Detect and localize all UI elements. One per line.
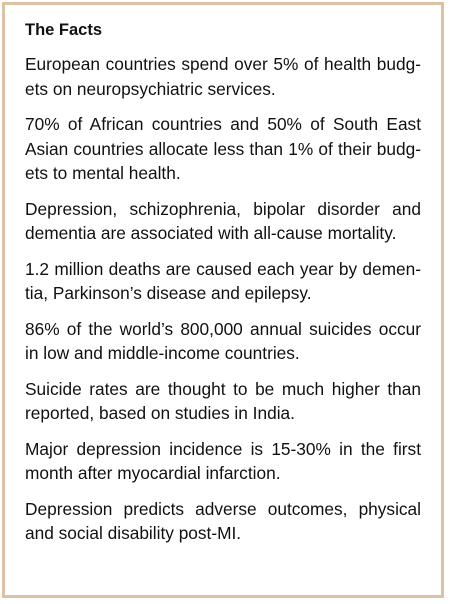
fact-item: European countries spend over 5% of health budgets on neuropsychiatric services. xyxy=(25,54,421,99)
facts-list xyxy=(25,52,421,546)
fact-item: 70% of African countries and 50% of South East Asian countries allocate less than 1% of their budgets to mental health. xyxy=(25,114,421,183)
fact-item: 1.2 million deaths are caused each year by dementia, Parkinson’s disease and epilepsy. xyxy=(25,258,421,303)
facts-box xyxy=(2,2,444,598)
fact-item: Depression predicts adverse outcomes, physical and social disability post-MI. xyxy=(25,498,421,543)
fact-item: Major depression incidence is 15-30% in the first month after myocardial infarction. xyxy=(25,438,421,483)
facts-title: The Facts xyxy=(25,21,103,39)
fact-item: Depression, schizophrenia, bipolar disorder and dementia are associated with all-cause mortality. xyxy=(25,198,421,243)
fact-item: Suicide rates are thought to be much higher than reported, based on studies in India. xyxy=(25,378,421,423)
fact-item: 86% of the world’s 800,000 annual suicides occur in low and middle-income countries. xyxy=(25,318,421,363)
